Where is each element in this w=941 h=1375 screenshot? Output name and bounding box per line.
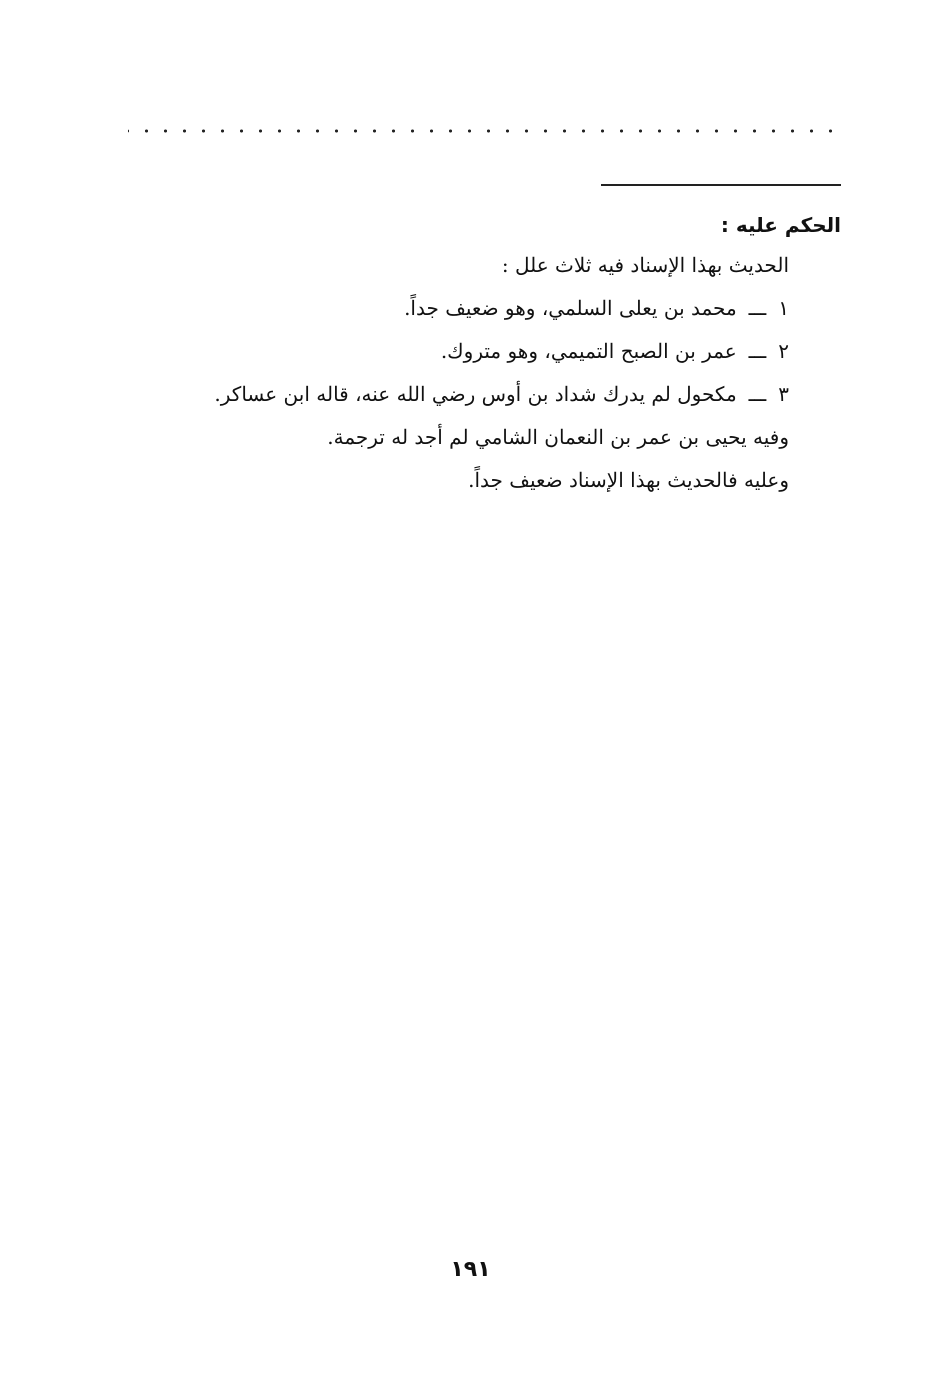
- intro-line: الحديث بهذا الإسناد فيه ثلاث علل :: [501, 253, 789, 277]
- item-number: ٢: [778, 339, 789, 363]
- ruling-section: [141, 206, 841, 502]
- list-item: [141, 330, 789, 373]
- page-number: ١٩١: [450, 1257, 491, 1282]
- item-text: مكحول لم يدرك شداد بن أوس رضي الله عنه، قاله ابن عساكر.: [214, 382, 737, 406]
- note-line: وفيه يحيى بن عمر بن النعمان الشامي لم أجد له ترجمة.: [327, 425, 789, 449]
- footnote-separator-line: [601, 184, 841, 186]
- item-dash: ـــ: [748, 339, 767, 363]
- section-body: [141, 244, 789, 502]
- item-text: عمر بن الصبح التميمي، وهو متروك.: [440, 339, 737, 363]
- list-item: [141, 287, 789, 330]
- item-dash: ـــ: [748, 382, 767, 406]
- section-heading: الحكم عليه :: [720, 213, 841, 237]
- item-number: ١: [778, 296, 789, 320]
- conclusion-line: وعليه فالحديث بهذا الإسناد ضعيف جداً.: [468, 468, 789, 492]
- item-text: محمد بن يعلى السلمي، وهو ضعيف جداً.: [404, 296, 737, 320]
- item-number: ٣: [778, 382, 789, 406]
- item-dash: ـــ: [748, 296, 767, 320]
- dotted-separator: [128, 128, 840, 134]
- list-item: [141, 373, 789, 416]
